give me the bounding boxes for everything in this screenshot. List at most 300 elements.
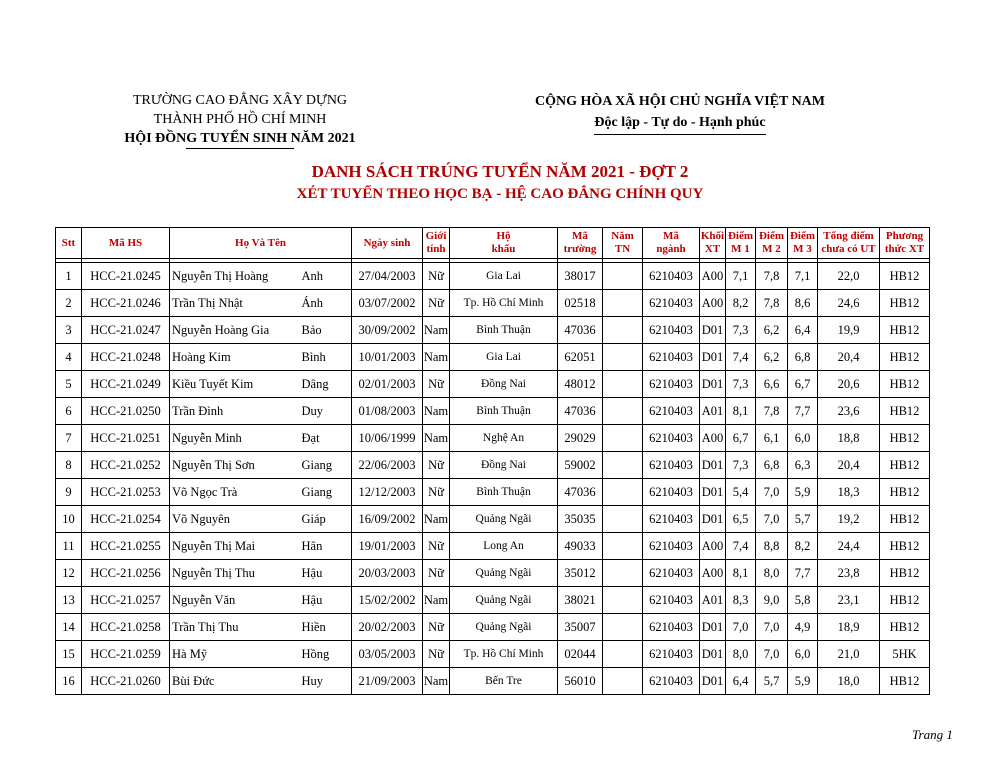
cell-diem-m1: 7,3 xyxy=(726,371,756,398)
cell-diem-m3: 6,0 xyxy=(788,425,818,452)
cell-phuong-thuc: HB12 xyxy=(880,263,930,290)
cell-diem-m1: 8,2 xyxy=(726,290,756,317)
cell-ngay-sinh: 22/06/2003 xyxy=(352,452,423,479)
cell-ten: Hậu xyxy=(300,587,352,614)
cell-ngay-sinh: 20/03/2003 xyxy=(352,560,423,587)
cell-nam-tn xyxy=(603,452,643,479)
cell-khoi-xt: D01 xyxy=(700,479,726,506)
cell-ho-khau: Nghệ An xyxy=(450,425,558,452)
cell-diem-m3: 5,7 xyxy=(788,506,818,533)
table-body xyxy=(56,263,930,695)
cell-diem-m2: 6,6 xyxy=(756,371,788,398)
cell-khoi-xt: A00 xyxy=(700,263,726,290)
cell-diem-m1: 7,0 xyxy=(726,614,756,641)
cell-khoi-xt: A00 xyxy=(700,290,726,317)
cell-khoi-xt: A00 xyxy=(700,533,726,560)
table-row xyxy=(56,668,930,695)
cell-ma-truong: 59002 xyxy=(558,452,603,479)
cell-diem-m3: 5,9 xyxy=(788,668,818,695)
cell-ho-dem: Nguyễn Văn xyxy=(170,587,300,614)
cell-ho-dem: Nguyễn Thị Hoàng xyxy=(170,263,300,290)
cell-diem-m3: 7,7 xyxy=(788,560,818,587)
cell-nam-tn xyxy=(603,398,643,425)
cell-ngay-sinh: 20/02/2003 xyxy=(352,614,423,641)
cell-diem-m2: 7,0 xyxy=(756,641,788,668)
cell-diem-m1: 6,7 xyxy=(726,425,756,452)
cell-gioi-tinh: Nữ xyxy=(423,371,450,398)
cell-ten: Ánh xyxy=(300,290,352,317)
cell-ten: Giáp xyxy=(300,506,352,533)
table-row xyxy=(56,398,930,425)
cell-ma-truong: 38017 xyxy=(558,263,603,290)
cell-gioi-tinh: Nữ xyxy=(423,479,450,506)
school-city: THÀNH PHỐ HỒ CHÍ MINH xyxy=(153,112,327,127)
page-number: Trang 1 xyxy=(912,727,953,742)
cell-diem-m1: 7,4 xyxy=(726,533,756,560)
cell-khoi-xt: D01 xyxy=(700,344,726,371)
admission-council: HỘI ĐỒNG TUYỂN SINH NĂM 2021 xyxy=(124,131,356,146)
cell-gioi-tinh: Nam xyxy=(423,506,450,533)
cell-diem-m2: 6,2 xyxy=(756,344,788,371)
cell-tong-diem: 23,1 xyxy=(818,587,880,614)
cell-diem-m1: 8,0 xyxy=(726,641,756,668)
cell-ho-dem: Nguyễn Thị Sơn xyxy=(170,452,300,479)
national-motto: Độc lập - Tự do - Hạnh phúc xyxy=(594,112,765,135)
cell-ma-nganh: 6210403 xyxy=(643,587,700,614)
cell-diem-m1: 8,1 xyxy=(726,398,756,425)
cell-ma-nganh: 6210403 xyxy=(643,614,700,641)
table-row xyxy=(56,371,930,398)
cell-ma-hs: HCC-21.0256 xyxy=(82,560,170,587)
cell-phuong-thuc: HB12 xyxy=(880,344,930,371)
table-row xyxy=(56,587,930,614)
cell-ngay-sinh: 15/02/2002 xyxy=(352,587,423,614)
cell-diem-m2: 8,8 xyxy=(756,533,788,560)
cell-diem-m3: 5,8 xyxy=(788,587,818,614)
cell-ma-truong: 47036 xyxy=(558,398,603,425)
cell-tong-diem: 20,6 xyxy=(818,371,880,398)
col-ma-truong: Mã trường xyxy=(558,228,603,259)
cell-diem-m3: 4,9 xyxy=(788,614,818,641)
cell-tong-diem: 18,3 xyxy=(818,479,880,506)
cell-ma-nganh: 6210403 xyxy=(643,398,700,425)
cell-ho-dem: Trần Thị Nhật xyxy=(170,290,300,317)
cell-diem-m1: 7,3 xyxy=(726,317,756,344)
cell-ma-hs: HCC-21.0250 xyxy=(82,398,170,425)
cell-diem-m2: 6,2 xyxy=(756,317,788,344)
cell-ho-dem: Trần Thị Thu xyxy=(170,614,300,641)
cell-ma-truong: 02518 xyxy=(558,290,603,317)
cell-diem-m3: 8,6 xyxy=(788,290,818,317)
cell-ho-khau: Quảng Ngãi xyxy=(450,614,558,641)
cell-stt: 10 xyxy=(56,506,82,533)
cell-ma-nganh: 6210403 xyxy=(643,533,700,560)
cell-gioi-tinh: Nam xyxy=(423,668,450,695)
cell-khoi-xt: D01 xyxy=(700,371,726,398)
cell-ma-nganh: 6210403 xyxy=(643,452,700,479)
cell-ten: Hân xyxy=(300,533,352,560)
cell-gioi-tinh: Nữ xyxy=(423,452,450,479)
cell-stt: 6 xyxy=(56,398,82,425)
cell-khoi-xt: A00 xyxy=(700,560,726,587)
cell-ho-dem: Nguyễn Minh xyxy=(170,425,300,452)
cell-phuong-thuc: HB12 xyxy=(880,560,930,587)
cell-ma-hs: HCC-21.0248 xyxy=(82,344,170,371)
cell-ma-truong: 02044 xyxy=(558,641,603,668)
table-row xyxy=(56,641,930,668)
cell-ma-truong: 49033 xyxy=(558,533,603,560)
cell-ma-nganh: 6210403 xyxy=(643,668,700,695)
cell-stt: 4 xyxy=(56,344,82,371)
cell-ma-nganh: 6210403 xyxy=(643,290,700,317)
cell-ho-dem: Võ Nguyên xyxy=(170,506,300,533)
cell-ma-hs: HCC-21.0251 xyxy=(82,425,170,452)
col-tong-diem: Tổng điểm chưa có UT xyxy=(818,228,880,259)
cell-ma-truong: 47036 xyxy=(558,317,603,344)
cell-ho-dem: Hà Mỹ xyxy=(170,641,300,668)
table-row xyxy=(56,290,930,317)
cell-ma-hs: HCC-21.0258 xyxy=(82,614,170,641)
cell-ma-truong: 48012 xyxy=(558,371,603,398)
col-ho-khau: Hộ khẩu xyxy=(450,228,558,259)
cell-ma-hs: HCC-21.0245 xyxy=(82,263,170,290)
cell-nam-tn xyxy=(603,344,643,371)
document-title: DANH SÁCH TRÚNG TUYỂN NĂM 2021 - ĐỢT 2 xyxy=(311,162,689,181)
cell-ten: Đạt xyxy=(300,425,352,452)
cell-nam-tn xyxy=(603,317,643,344)
cell-diem-m3: 5,9 xyxy=(788,479,818,506)
cell-stt: 9 xyxy=(56,479,82,506)
cell-ma-hs: HCC-21.0260 xyxy=(82,668,170,695)
cell-khoi-xt: D01 xyxy=(700,317,726,344)
cell-nam-tn xyxy=(603,425,643,452)
col-diem-m2: Điểm M 2 xyxy=(756,228,788,259)
cell-nam-tn xyxy=(603,668,643,695)
cell-ma-truong: 29029 xyxy=(558,425,603,452)
cell-ngay-sinh: 19/01/2003 xyxy=(352,533,423,560)
cell-ho-khau: Bình Thuận xyxy=(450,479,558,506)
cell-ho-dem: Hoàng Kim xyxy=(170,344,300,371)
cell-tong-diem: 23,8 xyxy=(818,560,880,587)
cell-tong-diem: 20,4 xyxy=(818,344,880,371)
cell-diem-m3: 7,7 xyxy=(788,398,818,425)
cell-tong-diem: 20,4 xyxy=(818,452,880,479)
cell-ngay-sinh: 01/08/2003 xyxy=(352,398,423,425)
col-khoi-xt: Khối XT xyxy=(700,228,726,259)
cell-ma-truong: 56010 xyxy=(558,668,603,695)
col-ma-hs: Mã HS xyxy=(82,228,170,259)
cell-phuong-thuc: HB12 xyxy=(880,425,930,452)
cell-diem-m2: 9,0 xyxy=(756,587,788,614)
cell-khoi-xt: D01 xyxy=(700,506,726,533)
cell-ten: Bảo xyxy=(300,317,352,344)
table-row xyxy=(56,317,930,344)
table-row xyxy=(56,479,930,506)
cell-khoi-xt: A00 xyxy=(700,425,726,452)
cell-stt: 1 xyxy=(56,263,82,290)
col-diem-m1: Điểm M 1 xyxy=(726,228,756,259)
cell-ma-truong: 47036 xyxy=(558,479,603,506)
cell-ngay-sinh: 30/09/2002 xyxy=(352,317,423,344)
document-subtitle: XÉT TUYỂN THEO HỌC BẠ - HỆ CAO ĐẲNG CHÍNH QUY xyxy=(296,186,704,202)
table-row xyxy=(56,425,930,452)
cell-ho-dem: Nguyễn Thị Mai xyxy=(170,533,300,560)
table-row xyxy=(56,506,930,533)
cell-phuong-thuc: HB12 xyxy=(880,533,930,560)
cell-phuong-thuc: HB12 xyxy=(880,614,930,641)
table-row xyxy=(56,533,930,560)
school-header xyxy=(90,91,390,148)
col-ngay-sinh: Ngày sinh xyxy=(352,228,423,259)
cell-ho-khau: Quảng Ngãi xyxy=(450,506,558,533)
cell-diem-m2: 8,0 xyxy=(756,560,788,587)
cell-gioi-tinh: Nữ xyxy=(423,290,450,317)
cell-phuong-thuc: HB12 xyxy=(880,587,930,614)
cell-diem-m3: 6,0 xyxy=(788,641,818,668)
cell-ma-hs: HCC-21.0255 xyxy=(82,533,170,560)
cell-phuong-thuc: HB12 xyxy=(880,668,930,695)
col-diem-m3: Điểm M 3 xyxy=(788,228,818,259)
cell-khoi-xt: D01 xyxy=(700,668,726,695)
cell-diem-m2: 7,0 xyxy=(756,506,788,533)
cell-gioi-tinh: Nữ xyxy=(423,533,450,560)
cell-gioi-tinh: Nam xyxy=(423,317,450,344)
cell-gioi-tinh: Nam xyxy=(423,344,450,371)
national-header xyxy=(495,91,865,135)
cell-phuong-thuc: HB12 xyxy=(880,317,930,344)
cell-ma-nganh: 6210403 xyxy=(643,317,700,344)
cell-ten: Bình xyxy=(300,344,352,371)
cell-stt: 7 xyxy=(56,425,82,452)
cell-tong-diem: 22,0 xyxy=(818,263,880,290)
cell-phuong-thuc: HB12 xyxy=(880,371,930,398)
cell-tong-diem: 19,2 xyxy=(818,506,880,533)
cell-nam-tn xyxy=(603,587,643,614)
cell-ho-khau: Long An xyxy=(450,533,558,560)
header-rule xyxy=(186,148,294,149)
table-row xyxy=(56,263,930,290)
table-row xyxy=(56,614,930,641)
cell-ngay-sinh: 03/05/2003 xyxy=(352,641,423,668)
cell-gioi-tinh: Nam xyxy=(423,398,450,425)
cell-diem-m2: 5,7 xyxy=(756,668,788,695)
cell-ma-nganh: 6210403 xyxy=(643,371,700,398)
cell-ma-nganh: 6210403 xyxy=(643,560,700,587)
cell-nam-tn xyxy=(603,641,643,668)
cell-tong-diem: 21,0 xyxy=(818,641,880,668)
cell-ho-khau: Bến Tre xyxy=(450,668,558,695)
cell-ten: Giang xyxy=(300,479,352,506)
cell-ten: Duy xyxy=(300,398,352,425)
cell-ho-khau: Đồng Nai xyxy=(450,371,558,398)
cell-ngay-sinh: 12/12/2003 xyxy=(352,479,423,506)
cell-phuong-thuc: HB12 xyxy=(880,398,930,425)
cell-tong-diem: 23,6 xyxy=(818,398,880,425)
cell-ma-nganh: 6210403 xyxy=(643,263,700,290)
cell-diem-m3: 7,1 xyxy=(788,263,818,290)
cell-tong-diem: 18,8 xyxy=(818,425,880,452)
cell-ho-khau: Quảng Ngãi xyxy=(450,560,558,587)
cell-nam-tn xyxy=(603,533,643,560)
cell-ma-hs: HCC-21.0247 xyxy=(82,317,170,344)
cell-nam-tn xyxy=(603,371,643,398)
cell-ho-dem: Bùi Đức xyxy=(170,668,300,695)
cell-gioi-tinh: Nữ xyxy=(423,641,450,668)
cell-gioi-tinh: Nam xyxy=(423,425,450,452)
cell-stt: 14 xyxy=(56,614,82,641)
cell-tong-diem: 18,0 xyxy=(818,668,880,695)
cell-ngay-sinh: 27/04/2003 xyxy=(352,263,423,290)
cell-ho-khau: Gia Lai xyxy=(450,263,558,290)
cell-ho-khau: Gia Lai xyxy=(450,344,558,371)
cell-stt: 5 xyxy=(56,371,82,398)
cell-ten: Hậu xyxy=(300,560,352,587)
cell-stt: 13 xyxy=(56,587,82,614)
cell-ngay-sinh: 02/01/2003 xyxy=(352,371,423,398)
cell-diem-m3: 6,7 xyxy=(788,371,818,398)
cell-phuong-thuc: HB12 xyxy=(880,452,930,479)
cell-diem-m1: 7,3 xyxy=(726,452,756,479)
cell-diem-m2: 6,8 xyxy=(756,452,788,479)
cell-nam-tn xyxy=(603,263,643,290)
cell-nam-tn xyxy=(603,479,643,506)
school-name: TRƯỜNG CAO ĐẲNG XÂY DỰNG xyxy=(132,93,348,108)
cell-tong-diem: 19,9 xyxy=(818,317,880,344)
cell-khoi-xt: D01 xyxy=(700,452,726,479)
cell-ho-dem: Nguyễn Thị Thu xyxy=(170,560,300,587)
cell-nam-tn xyxy=(603,506,643,533)
cell-stt: 11 xyxy=(56,533,82,560)
col-phuong-thuc: Phương thức XT xyxy=(880,228,930,259)
cell-ma-nganh: 6210403 xyxy=(643,641,700,668)
cell-ma-hs: HCC-21.0246 xyxy=(82,290,170,317)
col-ho-ten: Họ Và Tên xyxy=(170,228,352,259)
cell-ten: Anh xyxy=(300,263,352,290)
cell-ho-khau: Tp. Hồ Chí Minh xyxy=(450,290,558,317)
cell-stt: 16 xyxy=(56,668,82,695)
col-ma-nganh: Mã ngành xyxy=(643,228,700,259)
cell-gioi-tinh: Nam xyxy=(423,587,450,614)
cell-ma-truong: 35035 xyxy=(558,506,603,533)
cell-tong-diem: 24,6 xyxy=(818,290,880,317)
cell-gioi-tinh: Nữ xyxy=(423,263,450,290)
table-header-row xyxy=(56,228,930,259)
cell-ho-khau: Tp. Hồ Chí Minh xyxy=(450,641,558,668)
cell-stt: 2 xyxy=(56,290,82,317)
cell-ma-truong: 35012 xyxy=(558,560,603,587)
cell-nam-tn xyxy=(603,614,643,641)
cell-ma-truong: 62051 xyxy=(558,344,603,371)
cell-khoi-xt: D01 xyxy=(700,614,726,641)
cell-nam-tn xyxy=(603,560,643,587)
cell-ma-nganh: 6210403 xyxy=(643,479,700,506)
cell-tong-diem: 18,9 xyxy=(818,614,880,641)
cell-ngay-sinh: 16/09/2002 xyxy=(352,506,423,533)
cell-ngay-sinh: 21/09/2003 xyxy=(352,668,423,695)
cell-diem-m1: 6,5 xyxy=(726,506,756,533)
cell-ho-dem: Kiều Tuyết Kim xyxy=(170,371,300,398)
cell-stt: 15 xyxy=(56,641,82,668)
cell-diem-m1: 5,4 xyxy=(726,479,756,506)
cell-ho-dem: Nguyễn Hoàng Gia xyxy=(170,317,300,344)
cell-diem-m2: 7,0 xyxy=(756,479,788,506)
cell-phuong-thuc: HB12 xyxy=(880,290,930,317)
cell-ngay-sinh: 10/06/1999 xyxy=(352,425,423,452)
cell-phuong-thuc: HB12 xyxy=(880,506,930,533)
cell-ngay-sinh: 10/01/2003 xyxy=(352,344,423,371)
col-stt: Stt xyxy=(56,228,82,259)
cell-stt: 3 xyxy=(56,317,82,344)
cell-tong-diem: 24,4 xyxy=(818,533,880,560)
cell-diem-m1: 8,1 xyxy=(726,560,756,587)
cell-ho-khau: Bình Thuận xyxy=(450,317,558,344)
table-row xyxy=(56,452,930,479)
cell-diem-m1: 7,1 xyxy=(726,263,756,290)
cell-ma-nganh: 6210403 xyxy=(643,344,700,371)
table-row xyxy=(56,344,930,371)
cell-khoi-xt: A01 xyxy=(700,398,726,425)
col-gioi-tinh: Giới tính xyxy=(423,228,450,259)
cell-ma-hs: HCC-21.0249 xyxy=(82,371,170,398)
table-row xyxy=(56,560,930,587)
cell-diem-m3: 6,8 xyxy=(788,344,818,371)
cell-diem-m1: 7,4 xyxy=(726,344,756,371)
cell-ten: Huy xyxy=(300,668,352,695)
cell-diem-m2: 7,8 xyxy=(756,290,788,317)
cell-diem-m2: 7,0 xyxy=(756,614,788,641)
admission-table xyxy=(55,227,930,695)
cell-ho-dem: Võ Ngọc Trà xyxy=(170,479,300,506)
col-nam-tn: Năm TN xyxy=(603,228,643,259)
cell-diem-m2: 7,8 xyxy=(756,263,788,290)
cell-phuong-thuc: HB12 xyxy=(880,479,930,506)
cell-ma-hs: HCC-21.0254 xyxy=(82,506,170,533)
cell-ma-truong: 35007 xyxy=(558,614,603,641)
cell-gioi-tinh: Nữ xyxy=(423,560,450,587)
cell-khoi-xt: D01 xyxy=(700,641,726,668)
cell-diem-m1: 8,3 xyxy=(726,587,756,614)
cell-ma-hs: HCC-21.0257 xyxy=(82,587,170,614)
cell-ma-hs: HCC-21.0253 xyxy=(82,479,170,506)
cell-ten: Dâng xyxy=(300,371,352,398)
cell-ten: Giang xyxy=(300,452,352,479)
cell-gioi-tinh: Nữ xyxy=(423,614,450,641)
cell-ho-khau: Đồng Nai xyxy=(450,452,558,479)
cell-diem-m3: 6,4 xyxy=(788,317,818,344)
cell-ho-dem: Trần Đình xyxy=(170,398,300,425)
cell-ho-khau: Bình Thuận xyxy=(450,398,558,425)
cell-ma-nganh: 6210403 xyxy=(643,425,700,452)
cell-diem-m1: 6,4 xyxy=(726,668,756,695)
cell-diem-m2: 6,1 xyxy=(756,425,788,452)
cell-stt: 12 xyxy=(56,560,82,587)
cell-ma-hs: HCC-21.0252 xyxy=(82,452,170,479)
cell-ten: Hiền xyxy=(300,614,352,641)
cell-ten: Hồng xyxy=(300,641,352,668)
cell-diem-m2: 7,8 xyxy=(756,398,788,425)
cell-ma-hs: HCC-21.0259 xyxy=(82,641,170,668)
cell-stt: 8 xyxy=(56,452,82,479)
cell-ho-khau: Quảng Ngãi xyxy=(450,587,558,614)
cell-diem-m3: 6,3 xyxy=(788,452,818,479)
cell-diem-m3: 8,2 xyxy=(788,533,818,560)
cell-phuong-thuc: 5HK xyxy=(880,641,930,668)
cell-ma-truong: 38021 xyxy=(558,587,603,614)
national-title: CỘNG HÒA XÃ HỘI CHỦ NGHĨA VIỆT NAM xyxy=(534,94,825,109)
cell-khoi-xt: A01 xyxy=(700,587,726,614)
cell-ma-nganh: 6210403 xyxy=(643,506,700,533)
cell-nam-tn xyxy=(603,290,643,317)
